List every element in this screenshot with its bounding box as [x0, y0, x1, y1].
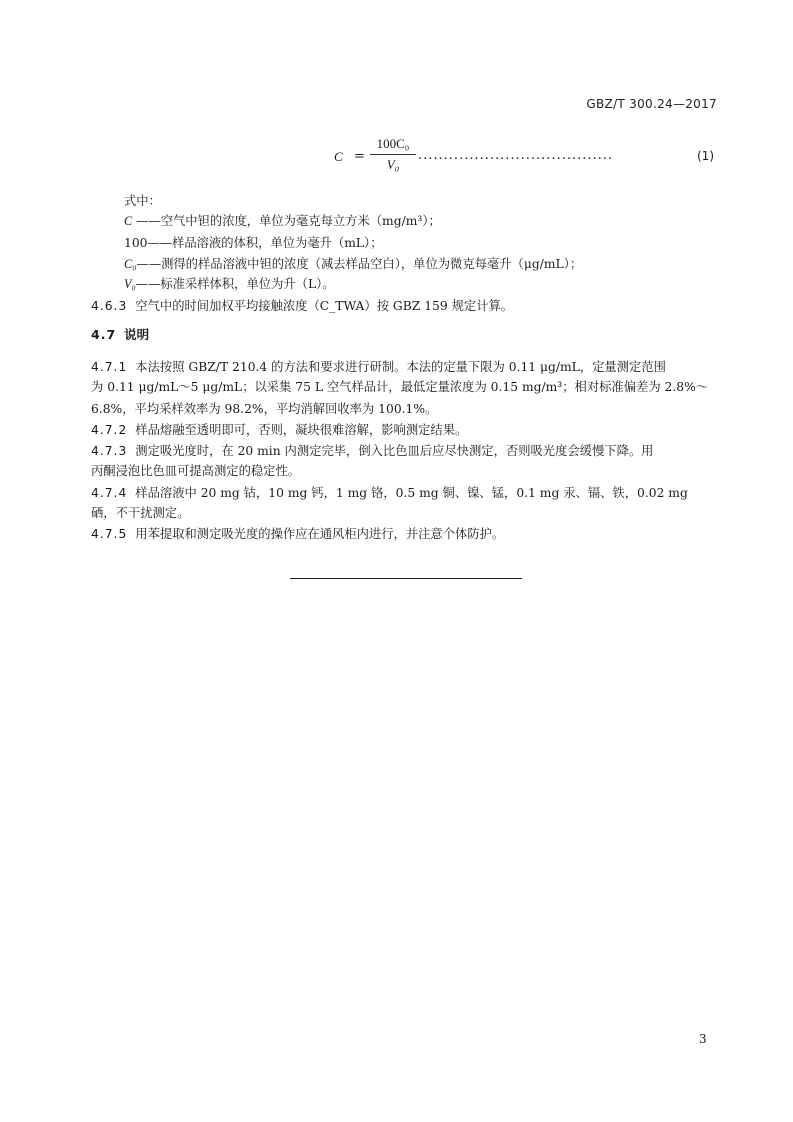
formula-number: (1)	[697, 149, 714, 163]
standard-code-header: GBZ/T 300.24—2017	[586, 97, 717, 111]
clause-line: 6.8%，平均采样效率为 98.2%，平均消解回收率为 100.1%。	[91, 402, 438, 416]
clause-number: 4.7.3	[91, 444, 128, 458]
section-title: 说明	[124, 327, 150, 342]
clause-4-7-4	[91, 483, 688, 503]
clause-number: 4.6.3	[91, 299, 128, 313]
where-symbol: V₀	[124, 277, 136, 291]
where-description: ——标准采样体积，单位为升（L）。	[135, 277, 335, 291]
where-label: 式中：	[124, 194, 161, 208]
where-symbol: C	[124, 214, 133, 228]
end-rule	[290, 578, 522, 579]
clause-number: 4.7.5	[91, 527, 128, 541]
clause-line: 为 0.11 μg/mL～5 μg/mL；以采集 75 L 空气样品计，最低定量浓度为 0.15 mg/m³；相对标准偏差为 2.8%～	[91, 380, 709, 394]
where-description: ——样品溶液的体积，单位为毫升（mL）；	[147, 236, 383, 250]
formula-equals: =	[354, 149, 365, 164]
formula-leader-dots: ......................................	[418, 148, 614, 163]
clause-line: 用苯提取和测定吸光度的操作应在通风柜内进行，并注意个体防护。	[135, 527, 505, 541]
formula-numerator: 100C₀	[370, 136, 416, 155]
where-item	[124, 233, 383, 253]
where-item	[124, 211, 441, 231]
clause-4-7-1	[91, 357, 666, 377]
section-number: 4.7	[91, 327, 117, 342]
clause-line: 样品熔融至透明即可，否则，凝块很难溶解，影响测定结果。	[135, 423, 468, 437]
clause-line: 丙酮浸泡比色皿可提高测定的稳定性。	[91, 464, 301, 478]
clause-text: 空气中的时间加权平均接触浓度（C_TWA）按 GBZ 159 规定计算。	[135, 299, 514, 313]
page-number: 3	[699, 1032, 707, 1046]
where-item	[124, 254, 582, 274]
section-heading-4-7	[91, 325, 149, 345]
formula-1	[334, 136, 724, 182]
where-description: ——空气中钽的浓度，单位为毫克每立方米（mg/m³）；	[132, 214, 441, 228]
where-symbol: 100	[124, 236, 148, 250]
clause-4-7-3	[91, 441, 653, 461]
clause-4-7-5	[91, 524, 504, 544]
formula-fraction	[370, 136, 416, 173]
where-description: ——测得的样品溶液中钽的浓度（减去样品空白），单位为微克每毫升（μg/mL）；	[136, 257, 583, 271]
clause-number: 4.7.2	[91, 423, 128, 437]
clause-number: 4.7.4	[91, 486, 128, 500]
clause-line: 本法按照 GBZ/T 210.4 的方法和要求进行研制。本法的定量下限为 0.11 μg/mL，定量测定范围	[135, 360, 666, 374]
formula-denominator: V₀	[386, 157, 400, 172]
formula-lhs: C	[334, 149, 343, 164]
clause-line: 测定吸光度时，在 20 min 内测定完毕，倒入比色皿后应尽快测定，否则吸光度会缓慢下降。用	[135, 444, 654, 458]
where-item	[124, 274, 335, 294]
clause-line: 硒，不干扰测定。	[91, 506, 190, 520]
clause-4-6-3	[91, 296, 513, 316]
clause-number: 4.7.1	[91, 360, 128, 374]
clause-4-7-2	[91, 420, 467, 440]
where-symbol: C₀	[124, 257, 137, 271]
clause-line: 样品溶液中 20 mg 钴，10 mg 钙，1 mg 铬，0.5 mg 铜、镍、锰，0.1 mg 汞、镉、铁，0.02 mg	[135, 486, 688, 500]
